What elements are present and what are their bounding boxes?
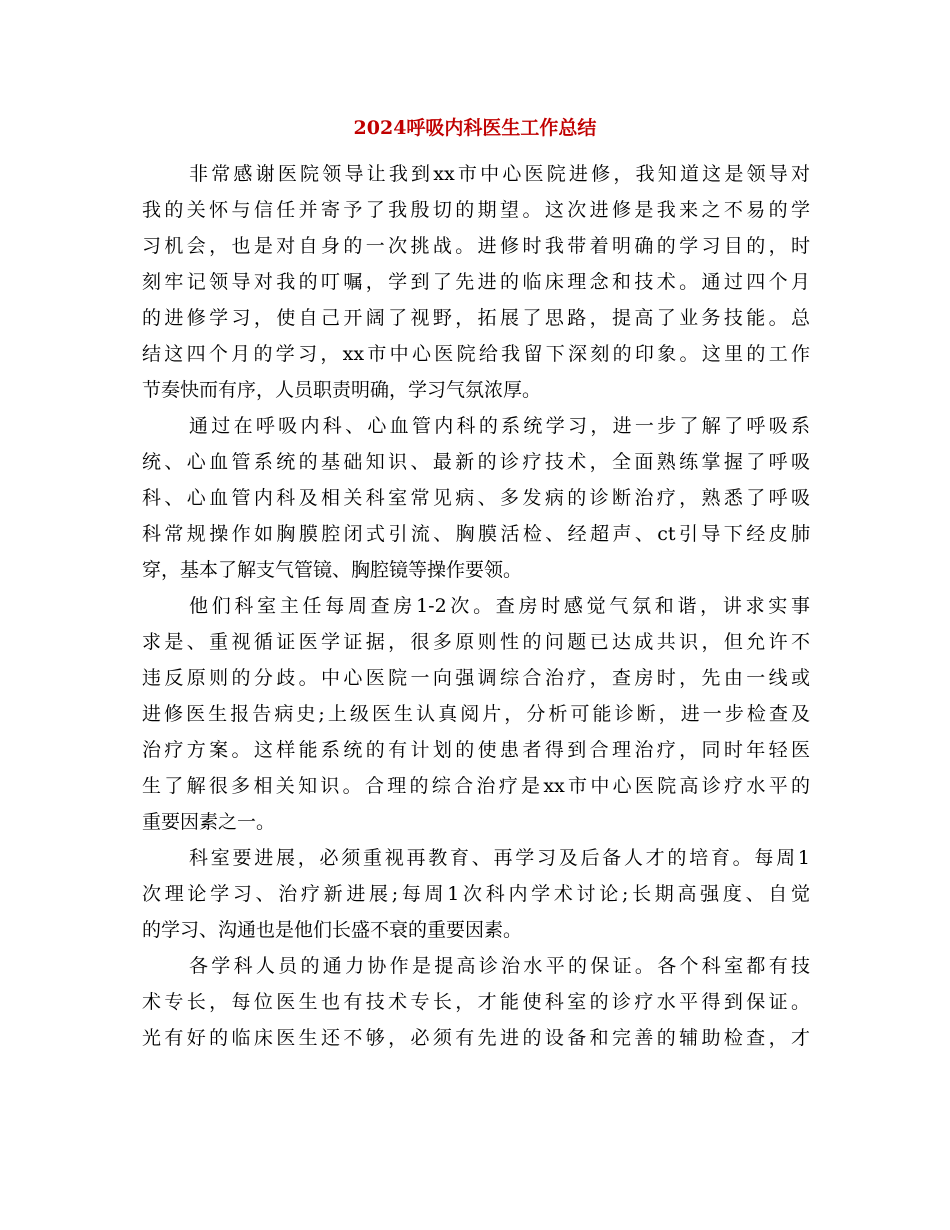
paragraph-1: [142, 156, 810, 408]
text-line: 重要因素之一。: [142, 811, 276, 833]
text-line: 的进修学习，使自己开阔了视野，拓展了思路，提高了业务技能。总: [142, 307, 810, 329]
text-line: 进修医生报告病史;上级医生认真阅片，分析可能诊断，进一步检查及: [142, 703, 810, 725]
text-line: 术专长，每位医生也有技术专长，才能使科室的诊疗水平得到保证。: [142, 991, 810, 1013]
text-line: 各学科人员的通力协作是提高诊治水平的保证。各个科室都有技: [189, 955, 810, 977]
text-line: 统、心血管系统的基础知识、最新的诊疗技术，全面熟练掌握了呼吸: [142, 451, 810, 473]
text-line: 光有好的临床医生还不够，必须有先进的设备和完善的辅助检查，才: [142, 1027, 810, 1049]
paragraph-2: [142, 408, 810, 588]
text-line: 他们科室主任每周查房1-2次。查房时感觉气氛和谐，讲求实事: [189, 595, 810, 617]
text-line: 穿，基本了解支气管镜、胸腔镜等操作要领。: [142, 559, 523, 581]
text-line: 我的关怀与信任并寄予了我殷切的期望。这次进修是我来之不易的学: [142, 199, 810, 221]
paragraph-5: [142, 948, 810, 1056]
text-line: 治疗方案。这样能系统的有计划的使患者得到合理治疗，同时年轻医: [142, 739, 810, 761]
text-line: 科室要进展，必须重视再教育、再学习及后备人才的培育。每周1: [189, 847, 810, 869]
paragraph-3: [142, 588, 810, 840]
document-body: [142, 156, 810, 1056]
paragraph-4: [142, 840, 810, 948]
text-line: 非常感谢医院领导让我到xx市中心医院进修，我知道这是领导对: [189, 163, 810, 185]
text-line: 违反原则的分歧。中心医院一向强调综合治疗，查房时，先由一线或: [142, 667, 810, 689]
document-title: 2024呼吸内科医生工作总结: [353, 117, 597, 139]
text-line: 的学习、沟通也是他们长盛不衰的重要因素。: [142, 919, 523, 941]
text-line: 生了解很多相关知识。合理的综合治疗是xx市中心医院高诊疗水平的: [142, 775, 810, 797]
text-line: 科常规操作如胸膜腔闭式引流、胸膜活检、经超声、ct引导下经皮肺: [142, 523, 810, 545]
text-line: 习机会，也是对自身的一次挑战。进修时我带着明确的学习目的，时: [142, 235, 810, 257]
text-line: 结这四个月的学习，xx市中心医院给我留下深刻的印象。这里的工作: [142, 343, 810, 365]
text-line: 刻牢记领导对我的叮嘱，学到了先进的临床理念和技术。通过四个月: [142, 271, 810, 293]
text-line: 节奏快而有序，人员职责明确，学习气氛浓厚。: [142, 379, 542, 401]
text-line: 科、心血管内科及相关科室常见病、多发病的诊断治疗，熟悉了呼吸: [142, 487, 810, 509]
text-line: 次理论学习、治疗新进展;每周1次科内学术讨论;长期高强度、自觉: [142, 883, 810, 905]
text-line: 求是、重视循证医学证据，很多原则性的问题已达成共识，但允许不: [142, 631, 810, 653]
text-line: 通过在呼吸内科、心血管内科的系统学习，进一步了解了呼吸系: [189, 415, 810, 437]
